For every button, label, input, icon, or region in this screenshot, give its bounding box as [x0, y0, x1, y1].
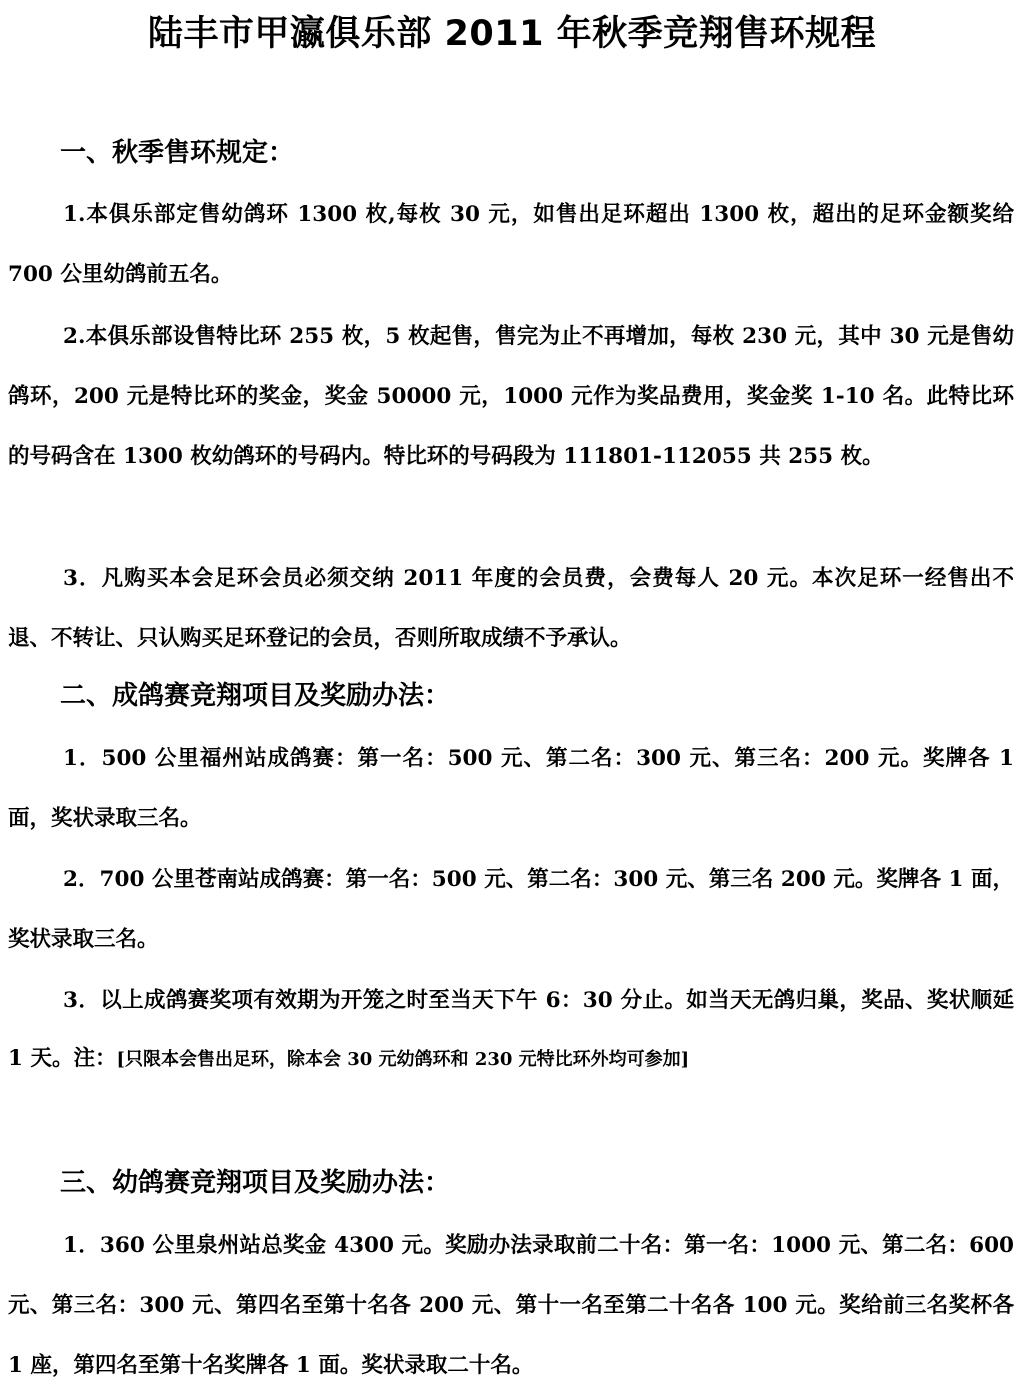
section-heading-3: 三、幼鸽赛竞翔项目及奖励办法： [60, 1168, 451, 1198]
section-heading-2: 二、成鸽赛竞翔项目及奖励办法： [60, 681, 451, 711]
section3-paragraph-1: 1．360 公里泉州站总奖金 4300 元。奖励办法录取前二十名：第一名：1000 元、第二名：600 元、第三名：300 元、第四名至第十名各 200 元、第十一名至第二十名各 100 元。奖给前三名奖杯各 1 座，第四名至第十名奖牌各 1 面。奖状录取二十名。 [8, 1233, 1014, 1378]
section-heading-1: 一、秋季售环规定： [60, 138, 295, 168]
section2-paragraph-2: 2．700 公里苍南站成鸽赛：第一名：500 元、第二名：300 元、第三名 200 元。奖牌各 1 面，奖状录取三名。 [8, 867, 1014, 952]
document-title: 陆丰市甲瀛俱乐部 2011 年秋季竞翔售环规程 [147, 14, 877, 54]
section1-paragraph-2: 2.本俱乐部设售特比环 255 枚，5 枚起售，售完为止不再增加，每枚 230 元，其中 30 元是售幼鸽环，200 元是特比环的奖金，奖金 50000 元，1000 元作为奖品费用，奖金奖 1-10 名。此特比环的号码含在 1300 枚幼鸽环的号码内。特比环的号码段为 111801-112055 共 255 枚。 [8, 324, 1014, 469]
section2-paragraph-1: 1．500 公里福州站成鸽赛：第一名：500 元、第二名：300 元、第三名：200 元。奖牌各 1 面，奖状录取三名。 [8, 746, 1014, 831]
section2-note: [只限本会售出足环，除本会 30 元幼鸽环和 230 元特比环外均可参加] [116, 1049, 690, 1070]
section2-paragraph-3 [8, 972, 1014, 1089]
section2-paragraph-3-text: 3．以上成鸽赛奖项有效期为开笼之时至当天下午 6：30 分止。如当天无鸽归巢，奖品、奖状顺延 1 天。注： [8, 988, 1014, 1071]
section1-paragraph-1: 1.本俱乐部定售幼鸽环 1300 枚,每枚 30 元，如售出足环超出 1300 枚，超出的足环金额奖给 700 公里幼鸽前五名。 [8, 202, 1014, 287]
section1-paragraph-3: 3．凡购买本会足环会员必须交纳 2011 年度的会员费，会费每人 20 元。本次足环一经售出不退、不转让、只认购买足环登记的会员，否则所取成绩不予承认。 [8, 566, 1014, 651]
